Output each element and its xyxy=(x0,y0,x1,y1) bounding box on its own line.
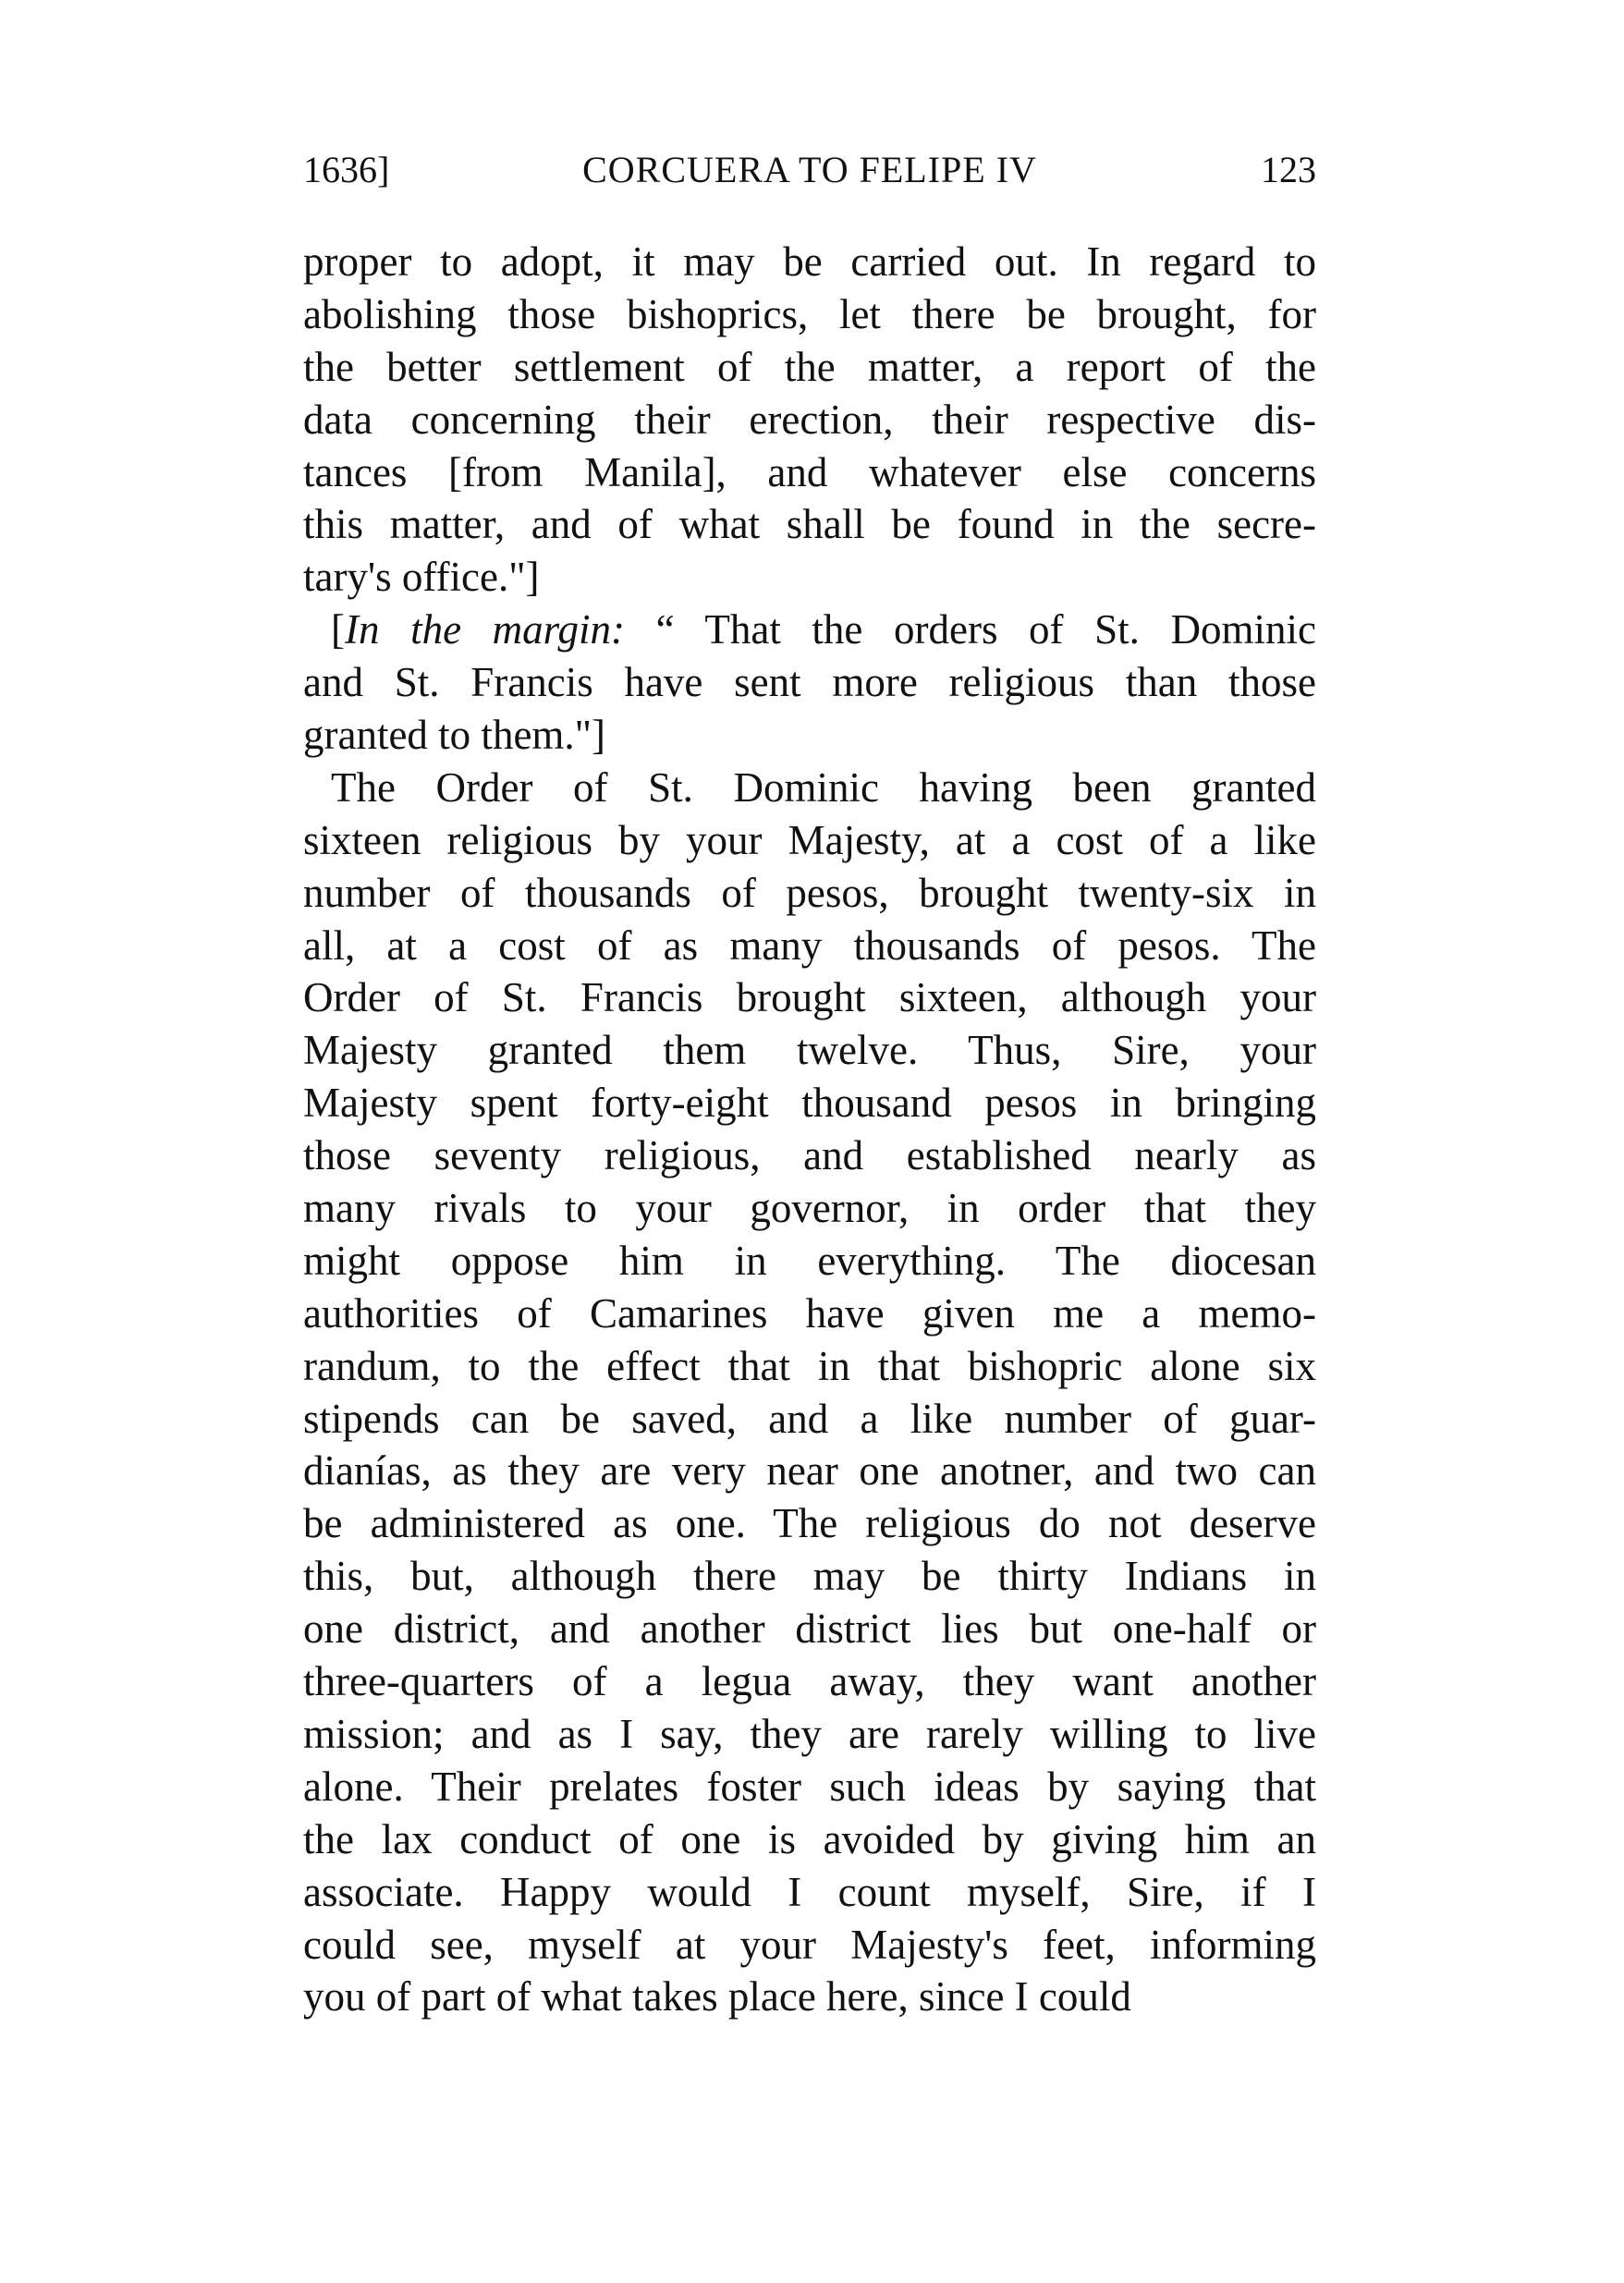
text-line: proper to adopt, it may be carried out. In regard to xyxy=(303,238,1316,285)
text-line: this, but, although there may be thirty Indians in xyxy=(303,1553,1316,1600)
text-line: mission; and as I say, they are rarely willing to live xyxy=(303,1710,1316,1757)
text-line: stipends can be saved, and a like number of guar- xyxy=(303,1395,1316,1442)
text-line: tances [from Manila], and whatever else concerns xyxy=(303,448,1316,495)
text-line: granted to them."] xyxy=(303,712,606,759)
text-line: and St. Francis have sent more religious than those xyxy=(303,659,1316,706)
text-line: abolishing those bishoprics, let there be brought, for xyxy=(303,290,1316,337)
text-line: could see, myself at your Majesty's feet, informing xyxy=(303,1921,1316,1968)
text-line: all, at a cost of as many thousands of pesos. The xyxy=(303,922,1316,969)
running-header xyxy=(303,148,1316,203)
text-line: you of part of what takes place here, since I could xyxy=(303,1973,1131,2021)
text-line: three-quarters of a legua away, they want another xyxy=(303,1658,1316,1705)
text-line: data concerning their erection, their respective dis- xyxy=(303,396,1316,443)
header-year: 1636] xyxy=(303,149,390,190)
text-line: The Order of St. Dominic having been granted xyxy=(331,763,1316,811)
text-line: dianías, as they are very near one anotner, and two can xyxy=(303,1447,1316,1495)
paragraph xyxy=(303,604,1316,762)
header-title: CORCUERA TO FELIPE IV xyxy=(582,149,1037,190)
text-line: this matter, and of what shall be found in the secre- xyxy=(303,501,1316,548)
text-line: sixteen religious by your Majesty, at a cost of a like xyxy=(303,816,1316,863)
text-line: one district, and another district lies but one-half or xyxy=(303,1605,1316,1653)
text-line: many rivals to your governor, in order that they xyxy=(303,1185,1316,1232)
page-body xyxy=(303,236,1316,2023)
paragraph xyxy=(303,236,1316,604)
text-line: Majesty granted them twelve. Thus, Sire, your xyxy=(303,1027,1316,1074)
paragraph xyxy=(303,762,1316,2023)
page-number: 123 xyxy=(1261,149,1316,190)
text-line: Majesty spent forty-eight thousand pesos in bringing xyxy=(303,1080,1316,1127)
text-line: associate. Happy would I count myself, Sire, if I xyxy=(303,1868,1316,1915)
text-line: tary's office."] xyxy=(303,554,540,601)
text-line: number of thousands of pesos, brought twenty-six in xyxy=(303,869,1316,916)
text-line: [In the margin: “ That the orders of St. Dominic xyxy=(331,606,1316,653)
text-line: randum, to the effect that in that bishopric alone six xyxy=(303,1342,1316,1389)
text-line: those seventy religious, and established nearly as xyxy=(303,1132,1316,1179)
text-line: the lax conduct of one is avoided by giving him an xyxy=(303,1815,1316,1862)
text-line: alone. Their prelates foster such ideas by saying that xyxy=(303,1763,1316,1810)
text-line: authorities of Camarines have given me a memo- xyxy=(303,1289,1316,1337)
text-line: Order of St. Francis brought sixteen, although your xyxy=(303,974,1316,1021)
italic-margin-label: In the margin: xyxy=(345,606,625,653)
text-line: be administered as one. The religious do not deserve xyxy=(303,1500,1316,1547)
text-line: the better settlement of the matter, a report of the xyxy=(303,343,1316,390)
text-line: might oppose him in everything. The diocesan xyxy=(303,1237,1316,1284)
